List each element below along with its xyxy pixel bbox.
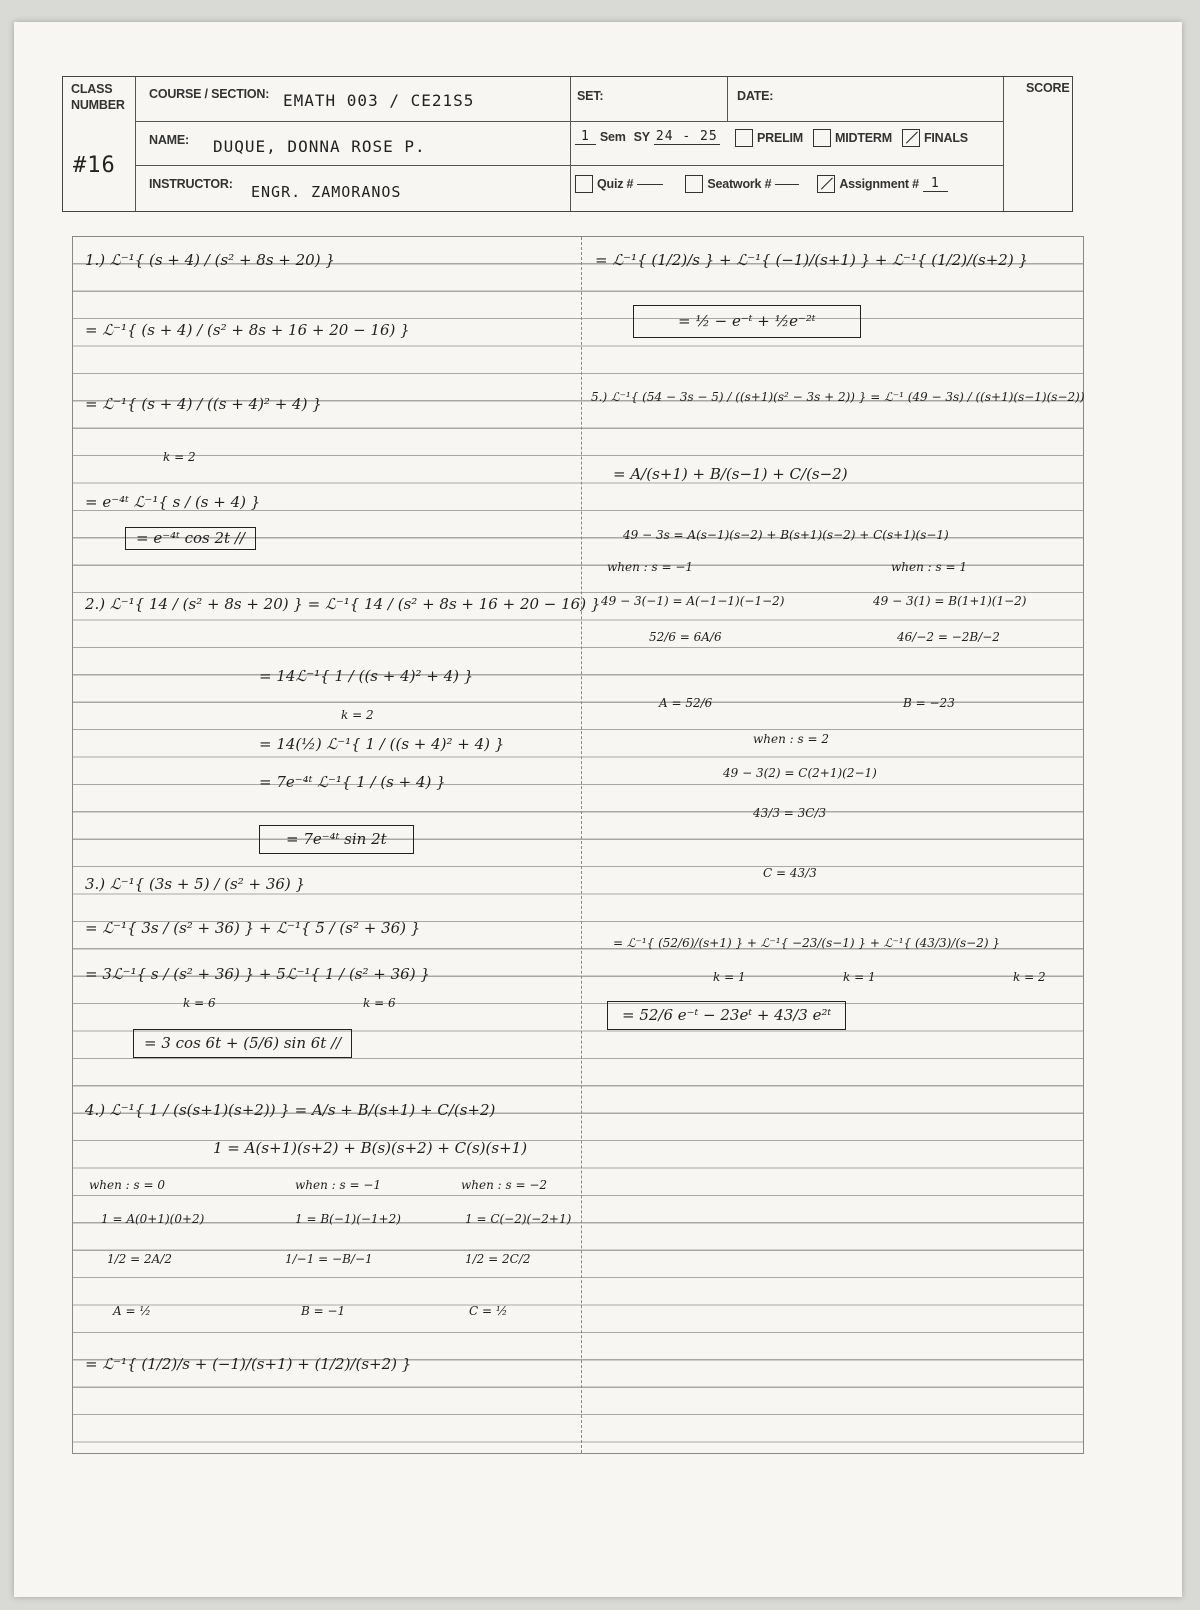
p2-line2: = 14ℒ⁻¹{ 1 / ((s + 4)² + 4) }	[259, 667, 474, 685]
p5-k3: k = 2	[1013, 970, 1046, 984]
p4-when2: when : s = −1	[295, 1178, 382, 1192]
p4-line-final: = ℒ⁻¹{ (1/2)/s + (−1)/(s+1) + (1/2)/(s+2) }	[85, 1355, 412, 1373]
seatwork-blank[interactable]	[775, 184, 799, 185]
p5-answer	[607, 1001, 846, 1030]
p5-line2: = A/(s+1) + B/(s−1) + C/(s−2)	[613, 465, 848, 483]
work-type-checkboxes	[575, 175, 948, 193]
instructor-value[interactable]: ENGR. ZAMORANOS	[251, 183, 402, 201]
midterm-label: MIDTERM	[835, 131, 892, 145]
p2-answer-box: = 7e⁻⁴ᵗ sin 2t	[259, 825, 414, 854]
p4-line1: 4.) ℒ⁻¹{ 1 / (s(s+1)(s+2)) } = A/s + B/(s+1) + C/(s+2)	[85, 1101, 496, 1119]
r-answer4	[633, 305, 861, 338]
p4-result3: C = ½	[469, 1304, 508, 1318]
finals-checkbox[interactable]	[902, 129, 920, 147]
p5-when1: when : s = −1	[607, 560, 694, 574]
p5-result3: C = 43/3	[763, 866, 817, 880]
p3-line1: 3.) ℒ⁻¹{ (3s + 5) / (s² + 36) }	[85, 875, 306, 893]
p4-line2: 1 = A(s+1)(s+2) + B(s)(s+2) + C(s)(s+1)	[213, 1139, 528, 1157]
p4-eq2: 1 = B(−1)(−1+2)	[295, 1212, 401, 1226]
p5-k1: k = 1	[713, 970, 746, 984]
p1-line4: = e⁻⁴ᵗ ℒ⁻¹{ s / (s + 4) }	[85, 493, 261, 511]
seatwork-checkbox[interactable]	[685, 175, 703, 193]
p5-line3: 49 − 3s = A(s−1)(s−2) + B(s+1)(s−2) + C(s+1)(s−1)	[623, 528, 949, 542]
p1-line1: 1.) ℒ⁻¹{ (s + 4) / (s² + 8s + 20) }	[85, 251, 335, 269]
p5-when2: when : s = 1	[891, 560, 967, 574]
p2-answer	[259, 825, 414, 854]
set-label: SET:	[577, 89, 604, 103]
p5-frac1: 52/6 = 6A/6	[649, 630, 722, 644]
assignment-checkbox[interactable]	[817, 175, 835, 193]
p3-line3: = 3ℒ⁻¹{ s / (s² + 36) } + 5ℒ⁻¹{ 1 / (s² + 36) }	[85, 965, 430, 983]
name-label: NAME:	[149, 133, 189, 147]
p5-eq3: 49 − 3(2) = C(2+1)(2−1)	[723, 766, 877, 780]
p3-line2: = ℒ⁻¹{ 3s / (s² + 36) } + ℒ⁻¹{ 5 / (s² + 36) }	[85, 919, 421, 937]
date-label: DATE:	[737, 89, 774, 103]
p1-line3: = ℒ⁻¹{ (s + 4) / ((s + 4)² + 4) }	[85, 395, 322, 413]
p1-line2: = ℒ⁻¹{ (s + 4) / (s² + 8s + 16 + 20 − 16) }	[85, 321, 410, 339]
p2-line1: 2.) ℒ⁻¹{ 14 / (s² + 8s + 20) } = ℒ⁻¹{ 14 / (s² + 8s + 16 + 20 − 16) }	[85, 595, 601, 613]
quiz-blank[interactable]	[637, 184, 663, 185]
answer-sheet	[72, 236, 1084, 1454]
p4-when1: when : s = 0	[89, 1178, 165, 1192]
p4-eq3: 1 = C(−2)(−2+1)	[465, 1212, 572, 1226]
assignment-value[interactable]: 1	[923, 176, 948, 192]
p4-frac2: 1/−1 = −B/−1	[285, 1252, 373, 1266]
score-label: SCORE	[1026, 81, 1070, 95]
p4-eq1: 1 = A(0+1)(0+2)	[101, 1212, 205, 1226]
p5-k2: k = 1	[843, 970, 876, 984]
sem-value[interactable]: 1	[575, 129, 596, 145]
semester-row	[575, 129, 720, 145]
assignment-label: Assignment #	[839, 177, 919, 191]
p2-line4: = 7e⁻⁴ᵗ ℒ⁻¹{ 1 / (s + 4) }	[259, 773, 446, 791]
p5-result2: B = −23	[903, 696, 955, 710]
course-label: COURSE / SECTION:	[149, 87, 270, 101]
p5-answer-box: = 52/6 e⁻ᵗ − 23eᵗ + 43/3 e²ᵗ	[607, 1001, 846, 1030]
sy-label: SY	[633, 130, 650, 144]
r-answer4-box: = ½ − e⁻ᵗ + ½e⁻²ᵗ	[633, 305, 861, 338]
term-checkboxes	[735, 129, 968, 147]
p5-eq2: 49 − 3(1) = B(1+1)(1−2)	[873, 594, 1027, 608]
p1-k: k = 2	[163, 450, 196, 464]
p5-line4: = ℒ⁻¹{ (52/6)/(s+1) } + ℒ⁻¹{ −23/(s−1) } + ℒ⁻¹{ (43/3)/(s−2) }	[613, 936, 1000, 950]
class-number-value: #16	[73, 153, 116, 178]
p1-answer-box: = e⁻⁴ᵗ cos 2t //	[125, 527, 256, 550]
prelim-checkbox[interactable]	[735, 129, 753, 147]
quiz-checkbox[interactable]	[575, 175, 593, 193]
midterm-checkbox[interactable]	[813, 129, 831, 147]
seatwork-label: Seatwork #	[707, 177, 772, 191]
sy-value[interactable]: 24 - 25	[655, 129, 718, 144]
p5-eq1: 49 − 3(−1) = A(−1−1)(−1−2)	[601, 594, 785, 608]
finals-label: FINALS	[923, 131, 968, 145]
p5-result1: A = 52/6	[659, 696, 713, 710]
p5-when3: when : s = 2	[753, 732, 829, 746]
p4-frac1: 1/2 = 2A/2	[107, 1252, 172, 1266]
p5-line1: 5.) ℒ⁻¹{ (54 − 3s − 5) / ((s+1)(s² − 3s + 2)) } = ℒ⁻¹ (49 − 3s) / ((s+1)(s−1)(s−2))	[591, 390, 1085, 404]
p2-line3: = 14(½) ℒ⁻¹{ 1 / ((s + 4)² + 4) }	[259, 735, 505, 753]
header-table	[62, 76, 1073, 212]
p1-answer	[125, 527, 256, 550]
p5-frac2: 46/−2 = −2B/−2	[897, 630, 1000, 644]
sem-label: Sem	[599, 130, 626, 144]
course-value[interactable]: EMATH 003 / CE21S5	[283, 91, 475, 110]
p2-k: k = 2	[341, 708, 374, 722]
p5-frac3: 43/3 = 3C/3	[753, 806, 827, 820]
column-divider	[581, 237, 582, 1453]
p3-answer	[133, 1029, 352, 1058]
p4-frac3: 1/2 = 2C/2	[465, 1252, 531, 1266]
class-number-label: CLASS NUMBER	[71, 82, 125, 112]
p3-k2: k = 6	[363, 996, 396, 1010]
p4-when3: when : s = −2	[461, 1178, 548, 1192]
r-line1: = ℒ⁻¹{ (1/2)/s } + ℒ⁻¹{ (−1)/(s+1) } + ℒ⁻¹{ (1/2)/(s+2) }	[595, 251, 1029, 269]
p3-answer-box: = 3 cos 6t + (5/6) sin 6t //	[133, 1029, 352, 1058]
instructor-label: INSTRUCTOR:	[149, 177, 233, 191]
p3-k1: k = 6	[183, 996, 216, 1010]
p4-result2: B = −1	[301, 1304, 346, 1318]
quiz-label: Quiz #	[597, 177, 634, 191]
name-value[interactable]: DUQUE, DONNA ROSE P.	[213, 137, 426, 156]
p4-result1: A = ½	[113, 1304, 151, 1318]
prelim-label: PRELIM	[757, 131, 804, 145]
